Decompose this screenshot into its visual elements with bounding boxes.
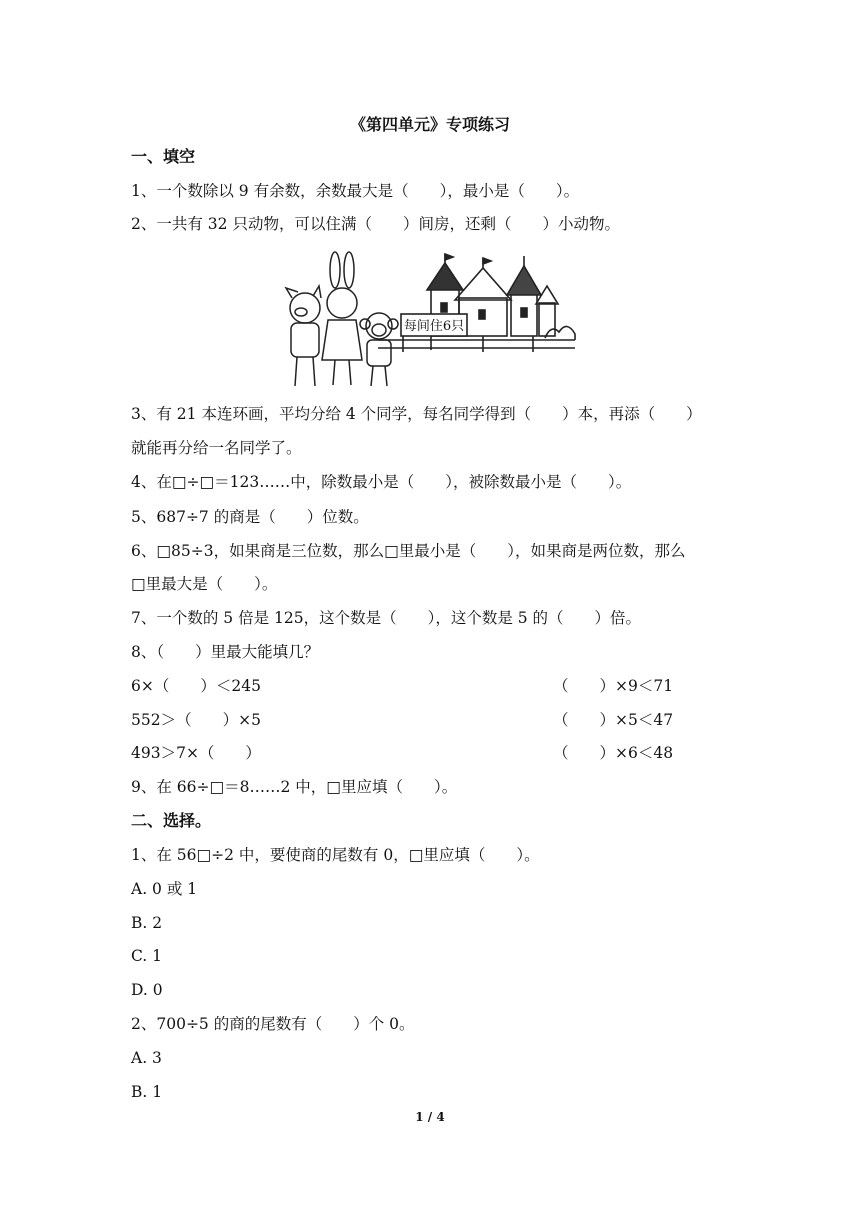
question-1-3-line-1: 3、有 21 本连环画，平均分给 4 个同学，每名同学得到（ ）本，再添（ ） [131, 405, 702, 423]
q8-item-row [131, 742, 261, 764]
option-b: B. 1 [131, 1083, 163, 1101]
sign-text: 每间住6只 [403, 319, 465, 334]
question-1-6-line-2: □里最大是（ ）。 [131, 575, 278, 593]
question-2-1: 1、在 56□÷2 中，要使商的尾数有 0，□里应填（ ）。 [131, 846, 540, 864]
q8-item-left: 6×（ ）＜245 [131, 677, 261, 695]
question-2-2: 2、700÷5 的商的尾数有（ ）个 0。 [131, 1015, 415, 1033]
question-1-6-line-1: 6、□85÷3，如果商是三位数，那么□里最小是（ ），如果商是两位数，那么 [131, 542, 686, 560]
option-d: D. 0 [131, 981, 163, 999]
section-heading-fill-blank: 一、填空 [131, 147, 196, 166]
option-c: C. 1 [131, 947, 163, 965]
section-heading-choice: 二、选择。 [131, 811, 212, 830]
q8-item-row [131, 675, 261, 697]
question-1-3-line-2: 就能再分给一名同学了。 [131, 439, 302, 457]
q8-item-right: （ ）×6＜48 [553, 744, 674, 762]
option-a: A. 0 或 1 [131, 880, 198, 898]
option-b: B. 2 [131, 914, 163, 932]
q8-item-row [131, 709, 261, 731]
question-1-2: 2、一共有 32 只动物，可以住满（ ）间房，还剩（ ）小动物。 [131, 215, 620, 233]
question-1-7: 7、一个数的 5 倍是 125，这个数是（ ），这个数是 5 的（ ）倍。 [131, 609, 642, 627]
page-number: 1 / 4 [415, 1110, 445, 1124]
q8-item-right: （ ）×9＜71 [553, 677, 674, 695]
q8-item-right: （ ）×5＜47 [553, 711, 674, 729]
question-1-9: 9、在 66÷□＝8……2 中，□里应填（ ）。 [131, 778, 458, 796]
page-title: 《第四单元》专项练习 [349, 115, 510, 134]
question-1-5: 5、687÷7 的商是（ ）位数。 [131, 508, 369, 526]
castle-animals-illustration [283, 248, 578, 393]
q8-item-left: 552＞（ ）×5 [131, 711, 261, 729]
question-1-1: 1、一个数除以 9 有余数，余数最大是（ ），最小是（ ）。 [131, 182, 580, 200]
q8-item-left: 493＞7×（ ） [131, 744, 261, 762]
option-a: A. 3 [131, 1049, 162, 1067]
question-1-4: 4、在□÷□＝123……中，除数最小是（ ），被除数最小是（ ）。 [131, 473, 632, 491]
question-1-8: 8、（ ）里最大能填几？ [131, 643, 320, 661]
